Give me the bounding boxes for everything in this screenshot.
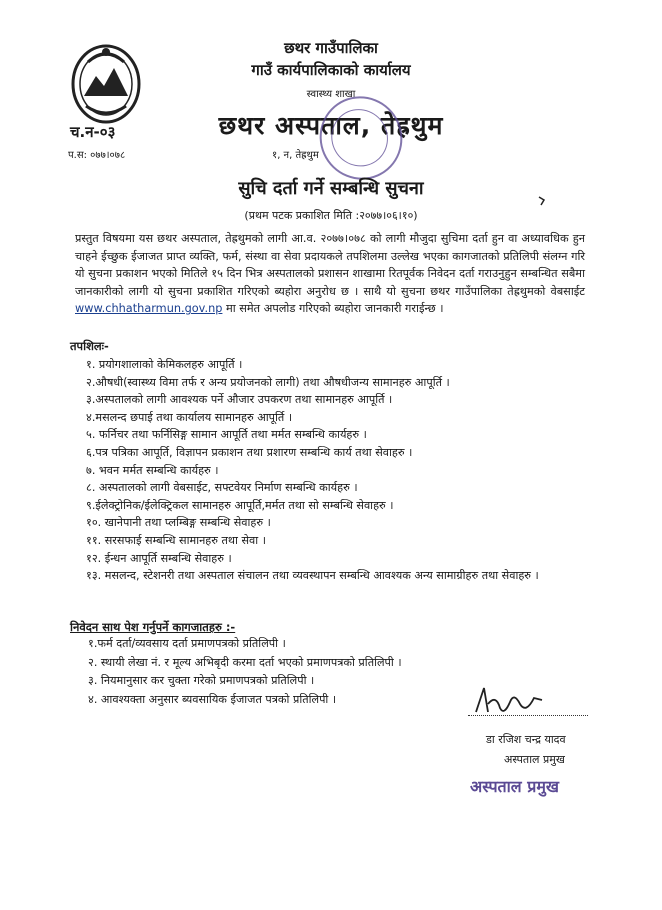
list-item: १३. मसलन्द, स्टेशनरी तथा अस्पताल संचालन तथा व्यवस्थापन सम्बन्धि आवश्यक अन्य सामाग्रीहरु तथा सेवाहरु । xyxy=(86,569,539,583)
list-item: ३.अस्पतालको लागी आवश्यक पर्ने औजार उपकरण तथा सामानहरु आपूर्ति । xyxy=(86,393,393,407)
handwritten-signature xyxy=(470,682,550,722)
list-item: ४. आवश्यक्ता अनुसार ब्यवसायिक ईजाजत पत्रको प्रतिलिपी । xyxy=(88,692,337,706)
signatory-name: डा रजिश चन्द्र यादव xyxy=(486,733,566,746)
list-item: १०. खानेपानी तथा प्लम्बिङ्ग सम्बन्धि सेवाहरु । xyxy=(86,516,271,530)
signatory-post: अस्पताल प्रमुख xyxy=(504,753,565,766)
municipality-website-link[interactable]: www.chhatharmun.gov.np xyxy=(75,302,223,316)
list-item: ७. भवन मर्मत सम्बन्धि कार्यहरु । xyxy=(86,463,219,477)
hospital-title: छथर अस्पताल, तेह्रथुम xyxy=(218,111,444,140)
notice-body-text-end: मा समेत अपलोड गरिएको ब्यहोरा जानकारी गराईन्छ । xyxy=(226,302,444,316)
municipality-name: छथर गाउँपालिका xyxy=(284,39,378,57)
list-item: १. प्रयोगशालाको केमिकलहरु आपूर्ति । xyxy=(86,358,243,371)
list-item: ४.मसलन्द छपाई तथा कार्यालय सामानहरु आपूर्ति । xyxy=(86,410,293,424)
branch-name: स्वास्थ्य शाखा xyxy=(306,89,356,100)
list-item: ३. नियमानुसार कर चुक्ता गरेको प्रमाणपत्रको प्रतिलिपी । xyxy=(88,674,315,687)
list-item: ५. फर्निचर तथा फर्निसिङ्ग सामान आपूर्ति तथा मर्मत सम्बन्धि कार्यहरु । xyxy=(86,428,367,442)
office-name: गाउँ कार्यपालिकाको कार्यालय xyxy=(251,61,411,79)
list-item: ९.ईलेक्ट्रोनिक/ईलेक्ट्रिकल सामानहरु आपूर्ति,मर्मत तथा सो सम्बन्धि सेवाहरु । xyxy=(86,498,394,512)
designation-stamp: अस्पताल प्रमुख xyxy=(470,777,559,796)
tapsil-heading: तपशिलः- xyxy=(70,339,109,353)
office-seal-inner-ring xyxy=(320,98,399,178)
list-item: ६.पत्र पत्रिका आपूर्ति, विज्ञापन प्रकाशन तथा प्रशारण सम्बन्धि कार्य तथा सेवाहरु । xyxy=(86,445,413,459)
signature-line xyxy=(468,715,588,716)
list-item: २.औषधी(स्वास्थ्य विमा तर्फ र अन्य प्रयोजनको लागी) तथा औषधीजन्य सामानहरु आपूर्ति । xyxy=(86,375,450,389)
office-address-line: १, न, तेह्रथुम xyxy=(272,150,319,161)
notice-publish-date: (प्रथम पटक प्रकाशित मिति :२०७७।०६।१०) xyxy=(244,209,418,222)
tapsil-list xyxy=(86,356,596,585)
letter-number: प.स: ०७७।०७८ xyxy=(68,150,126,161)
list-item: २. स्थायी लेखा नं. र मूल्य अभिबृदी करमा दर्ता भएको प्रमाणपत्रको प्रतिलिपी । xyxy=(88,655,402,669)
list-item: १२. ईन्धन आपूर्ति सम्बन्धि सेवाहरु । xyxy=(86,551,232,565)
list-item: १.फर्म दर्ता/व्यवसाय दर्ता प्रमाणपत्रको प्रतिलिपी । xyxy=(88,637,286,650)
notice-body xyxy=(75,230,585,318)
notice-title: सुचि दर्ता गर्ने सम्बन्धि सुचना xyxy=(238,178,424,199)
ink-mark-icon xyxy=(538,196,546,206)
notice-body-text: प्रस्तुत विषयमा यस छथर अस्पताल, तेह्रथुमको लागी आ.व. २०७७।०७८ को लागी मौजुदा सुचिमा दर्ता हुन वा अध्यावधिक हुन चाहने ईच्छुक ईजाजत प्राप्त व्यक्ति, फर्म, संस्था वा सेवा प्रदायकले तपशिलमा उल्लेख भएका कागजातको प्रतिलिपी संलग्न गरि यो सुचना प्रकाशन भएको मितिले १५ दिन भित्र अस्पतालको प्रशासन शाखामा रितपूर्वक निवेदन दर्ता गराउनुहुन सम्बन्धित सबैमा जानकारीको लागी यो सुचना प्रकाशित गरिएको ब्यहोरा अनुरोध छ । साथै यो सुचना छथर गाउँपालिका तेह्रथुमको वेबसाईट xyxy=(75,232,585,298)
list-item: ८. अस्पतालको लागी वेबसाईट, सफ्टवेयर निर्माण सम्बन्धि कार्यहरु । xyxy=(86,481,358,495)
list-item: ११. सरसफाई सम्बन्धि सामानहरु तथा सेवा । xyxy=(86,533,266,547)
dispatch-number: च.न-०३ xyxy=(70,123,116,141)
documents-heading: निवेदन साथ पेश गर्नुपर्ने कागजातहरु :- xyxy=(70,620,236,634)
